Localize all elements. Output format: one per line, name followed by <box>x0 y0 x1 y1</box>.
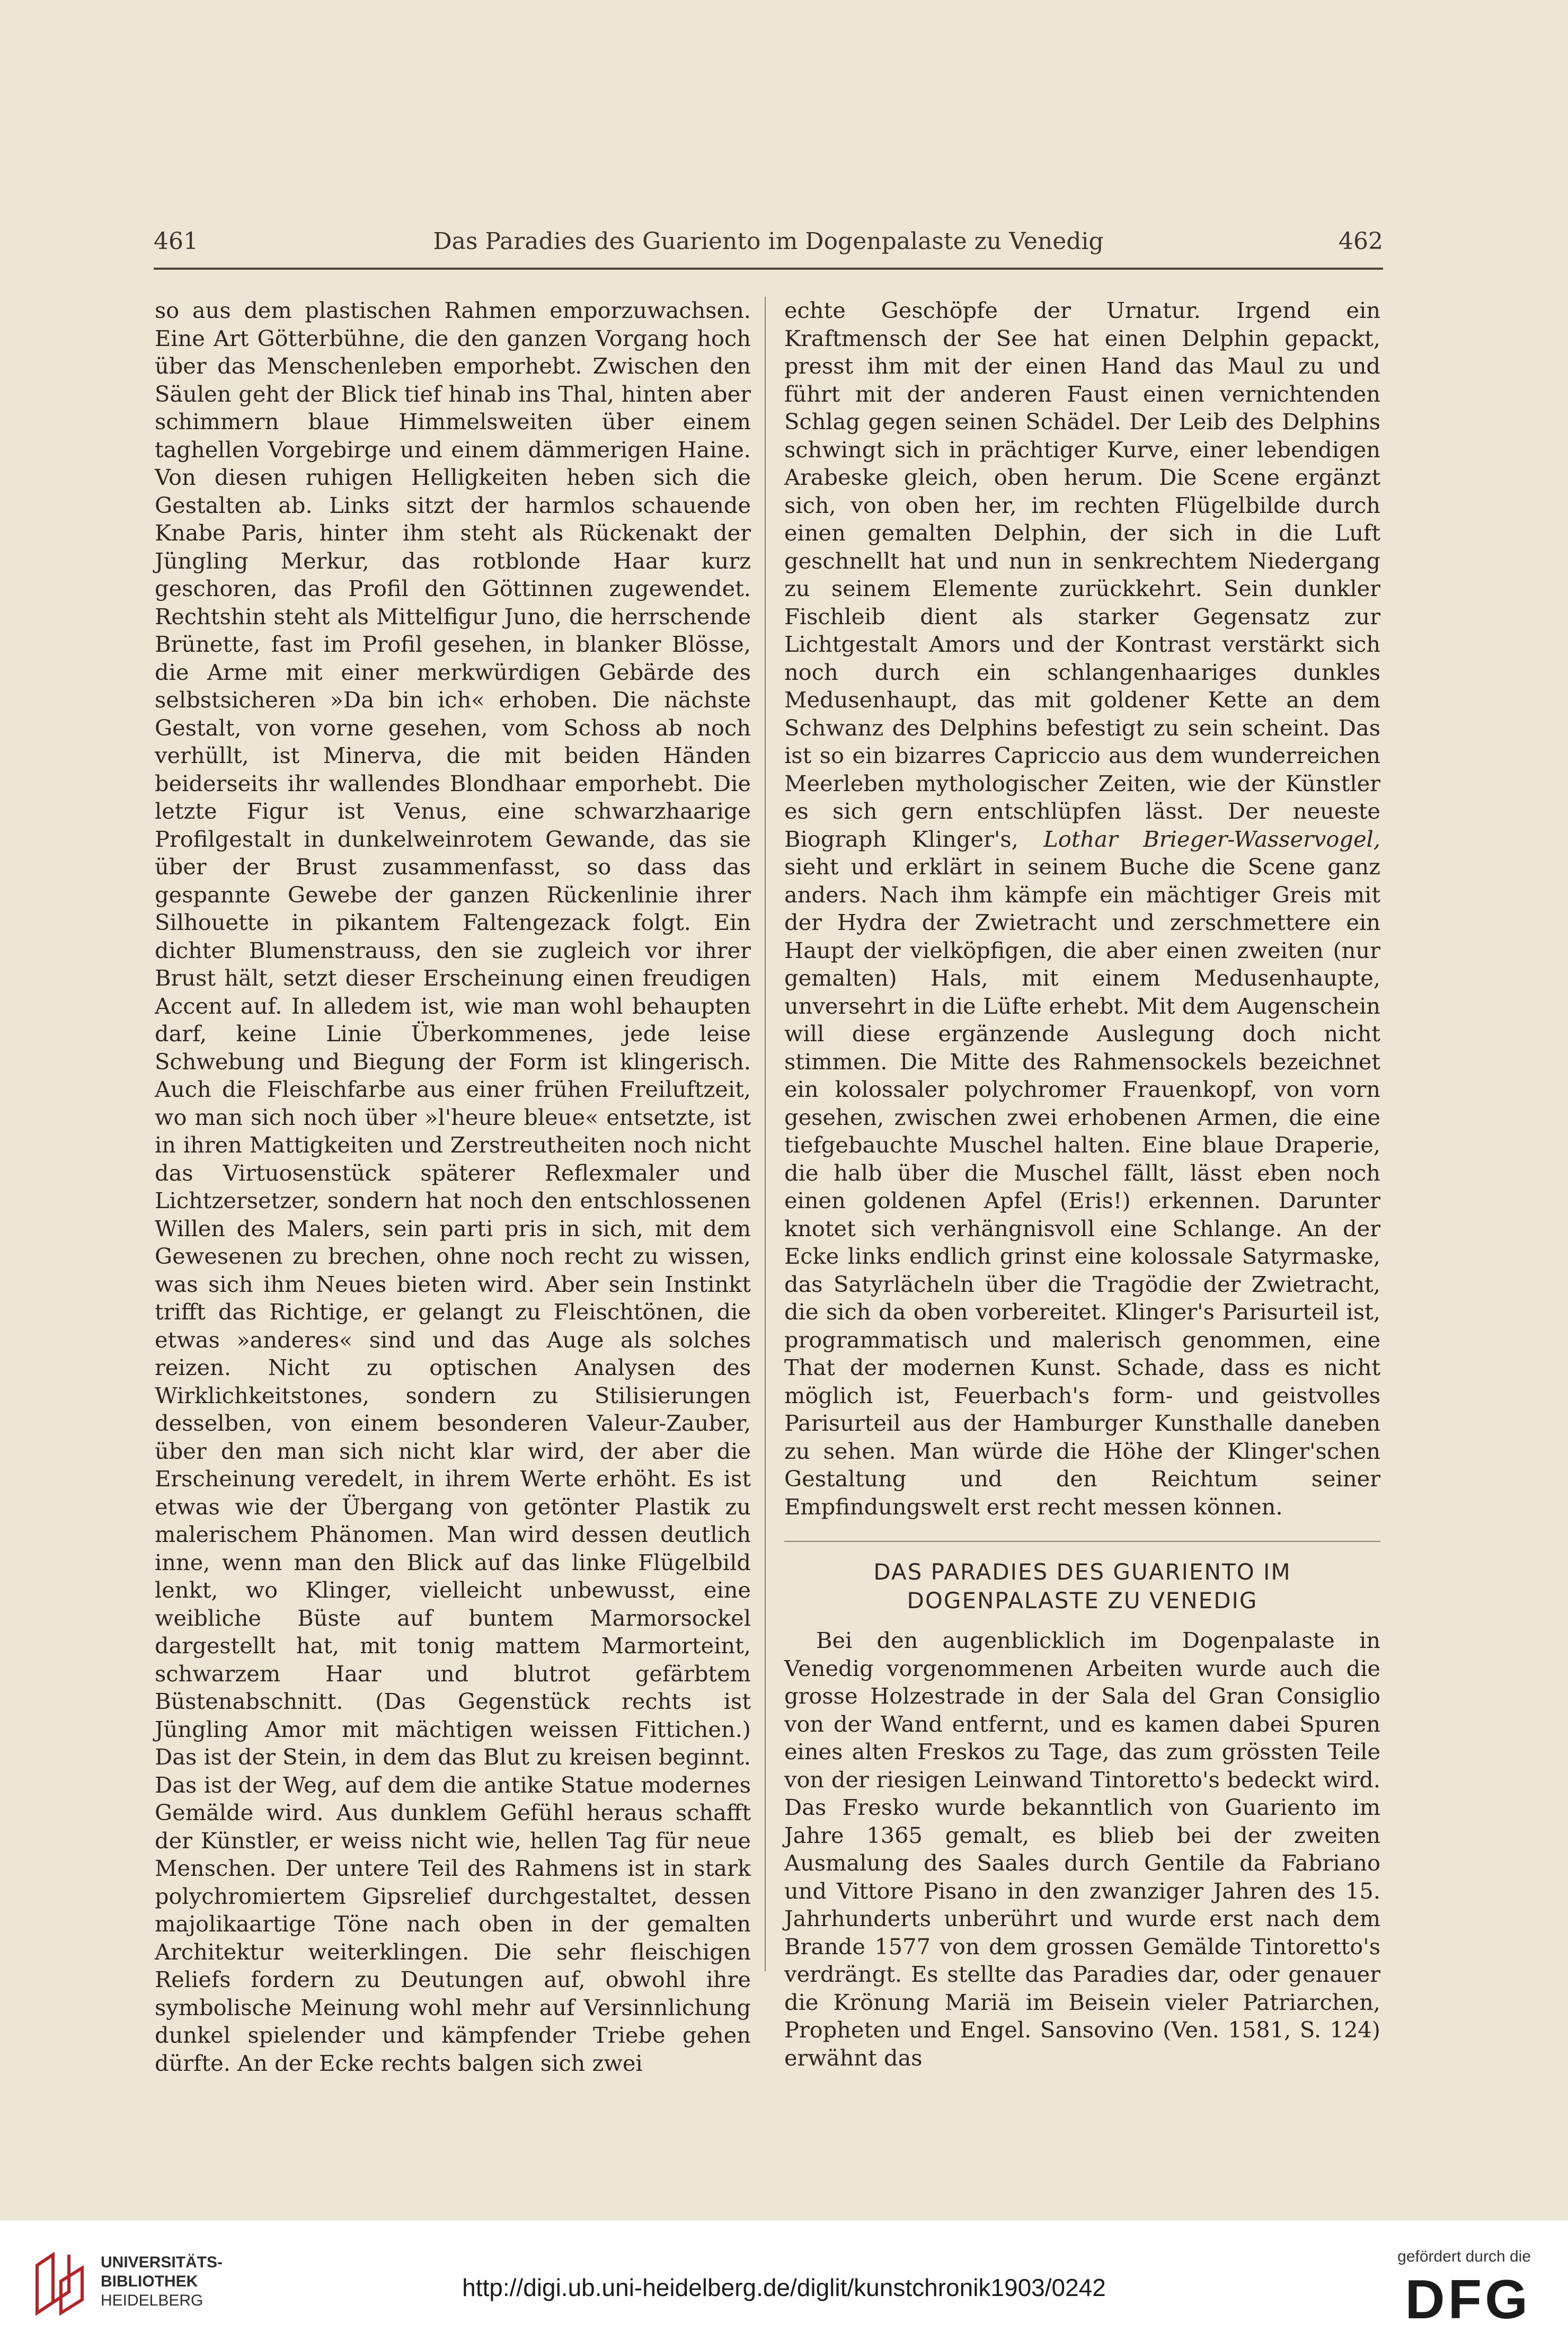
right-column-text <box>784 297 1380 1521</box>
funding-caption: gefördert durch die <box>1397 2248 1531 2265</box>
right-column <box>784 297 1380 2072</box>
book-reference: Lothar Brieger-Wasservogel, <box>1043 826 1380 852</box>
dfg-logo: DFG <box>1405 2269 1531 2330</box>
section-rule <box>784 1541 1380 1542</box>
left-column <box>155 297 751 2077</box>
library-line-3: HEIDELBERG <box>101 2292 203 2309</box>
text-after-book: sieht und erklärt in seinem Buche die Scene ganz anders. Nach ihm kämpfe ein mächtiger Greis mit der Hydra der Zwietracht und zerschmettere ein Haupt der vielköpfigen, die aber einen zweiten (nur gemalten) Hals, mit einem Medusenhaupte, unversehrt in die Lüfte erhebt. Mit dem Augenschein will diese ergänzende Auslegung doch nicht stimmen. Die Mitte des Rahmensockels bezeichnet ein kolossaler polychromer Frauenkopf, von vorn gesehen, zwischen zwei erhobenen Armen, die eine tiefgebauchte Muschel halten. Eine blaue Draperie, die halb über die Muschel fällt, lässt eben noch einen goldenen Apfel (Eris!) erkennen. Darunter knotet sich verhängnisvoll eine Schlange. An der Ecke links endlich grinst eine kolossale Satyrmaske, das Satyrlächeln über die Tragödie der Zwietracht, die sich da oben vorbereitet. Klinger's Parisurteil ist, programmatisch und malerisch genommen, eine That der modernen Kunst. Schade, dass es nicht möglich ist, Feuerbach's form- und geistvolles Parisurteil aus der Hamburger Kunsthalle daneben zu sehen. Man würde die Höhe der Klinger'schen Gestaltung und den Reichtum seiner Empfindungswelt erst recht messen können. <box>784 854 1380 1520</box>
section-text: Bei den augenblicklich im Dogenpalaste in Venedig vorgenommenen Arbeiten wurde auch die grosse Holzestrade in der Sala del Gran Consiglio von der Wand entfernt, und es kamen dabei Spuren eines alten Freskos zu Tage, das zum grössten Teile von der riesigen Leinwand Tintoretto's bedeckt wird. Das Fresko wurde bekanntlich von Guariento im Jahre 1365 gemalt, es blieb bei der zweiten Ausmalung des Saales durch Gentile da Fabriano und Vittore Pisano in den zwanziger Jahren des 15. Jahrhunderts unberührt und wurde erst nach dem Brande 1577 von dem grossen Gemälde Tintoretto's verdrängt. Es stellte das Paradies dar, oder genauer die Krönung Mariä im Beisein vieler Patriarchen, Propheten und Engel. Sansovino (Ven. 1581, S. 124) erwähnt das <box>784 1627 1380 2071</box>
page-number-right: 462 <box>1339 228 1383 255</box>
library-line-1: UNIVERSITÄTS- <box>101 2254 223 2271</box>
column-divider <box>765 297 766 1971</box>
source-url-link[interactable]: http://digi.ub.uni-heidelberg.de/diglit/kunstchronik1903/0242 <box>462 2274 1106 2301</box>
page-number-left: 461 <box>154 228 198 255</box>
library-line-2: BIBLIOTHEK <box>101 2273 198 2290</box>
running-header <box>154 223 1383 265</box>
text-before-book: echte Geschöpfe der Urnatur. Irgend ein Kraftmensch der See hat einen Delphin gepackt, presst ihm mit der einen Hand das Maul zu und führt mit der anderen Faust einen vernichtenden Schlag gegen seinen Schädel. Der Leib des Delphins schwingt sich in prächtiger Kurve, einer lebendigen Arabeske gleich, oben herum. Die Scene ergänzt sich, von oben her, im rechten Flügelbilde durch einen gemalten Delphin, der sich in die Luft geschnellt hat und nun in senkrechtem Niedergang zu seinem Elemente zurückkehrt. Sein dunkler Fischleib dient als starker Gegensatz zur Lichtgestalt Amors und der Kontrast verstärkt sich noch durch ein schlangenhaariges dunkles Medusenhaupt, das mit goldener Kette an dem Schwanz des Delphins befestigt zu sein scheint. Das ist so ein bizarres Capriccio aus dem wunderreichen Meerleben mythologischer Zeiten, wie der Künstler es sich gern entschlüpfen lässt. Der neueste Biograph Klinger's, <box>784 297 1380 852</box>
left-column-text: so aus dem plastischen Rahmen emporzuwachsen. Eine Art Götterbühne, die den ganzen Vorgang hoch über das Menschenleben emporhebt. Zwischen den Säulen geht der Blick tief hinab ins Thal, hinten aber schimmern blaue Himmelsweiten über einem taghellen Vorgebirge und einem dämmerigen Haine. Von diesen ruhigen Helligkeiten heben sich die Gestalten ab. Links sitzt der harmlos schauende Knabe Paris, hinter ihm steht als Rückenakt der Jüngling Merkur, das rotblonde Haar kurz geschoren, das Profil den Göttinnen zugewendet. Rechtshin steht als Mittelfigur Juno, die herrschende Brünette, fast im Profil gesehen, in blanker Blösse, die Arme mit einer merkwürdigen Gebärde des selbstsicheren »Da bin ich« erhoben. Die nächste Gestalt, von vorne gesehen, vom Schoss ab noch verhüllt, ist Minerva, die mit beiden Händen beiderseits ihr wallendes Blondhaar emporhebt. Die letzte Figur ist Venus, eine schwarzhaarige Profilgestalt in dunkelweinrotem Gewande, das sie über der Brust zusammenfasst, so dass das gespannte Gewebe der ganzen Rückenlinie ihrer Silhouette in pikantem Faltengezack folgt. Ein dichter Blumenstrauss, den sie zugleich vor ihrer Brust hält, setzt dieser Erscheinung einen freudigen Accent auf. In alledem ist, wie man wohl behaupten darf, keine Linie Überkommenes, jede leise Schwebung und Biegung der Form ist klingerisch. Auch die Fleischfarbe aus einer frühen Freiluftzeit, wo man sich noch über »l'heure bleue« entsetzte, ist in ihren Mattigkeiten und Zerstreutheiten noch nicht das Virtuosenstück späterer Reflexmaler und Lichtzersetzer, sondern hat noch den entschlossenen Willen des Malers, sein parti pris in sich, mit dem Gewesenen zu brechen, ohne noch recht zu wissen, was sich ihm Neues bieten wird. Aber sein Instinkt trifft das Richtige, er gelangt zu Fleischtönen, die etwas »anderes« sind und das Auge als solches reizen. Nicht zu optischen Analysen des Wirklichkeitstones, sondern zu Stilisierungen desselben, von einem besonderen Valeur-Zauber, über den man sich nicht klar wird, der aber die Erscheinung veredelt, in ihrem Werte erhöht. Es ist etwas wie der Übergang von getönter Plastik zu malerischem Phänomen. Man wird dessen deutlich inne, wenn man den Blick auf das linke Flügelbild lenkt, wo Klinger, vielleicht unbewusst, eine weibliche Büste auf buntem Marmorsockel dargestellt hat, mit tonig mattem Marmorteint, schwarzem Haar und blutrot gefärbtem Büstenabschnitt. (Das Gegenstück rechts ist Jüngling Amor mit mächtigen weissen Fittichen.) Das ist der Stein, in dem das Blut zu kreisen beginnt. Das ist der Weg, auf dem die antike Statue modernes Gemälde wird. Aus dunklem Gefühl heraus schafft der Künstler, er weiss nicht wie, hellen Tag für neue Menschen. Der untere Teil des Rahmens ist in stark polychromiertem Gipsrelief durchgestaltet, dessen majolikaartige Töne nach oben in der gemalten Architektur weiterklingen. Die sehr fleischigen Reliefs fordern zu Deutungen auf, obwohl ihre symbolische Meinung wohl mehr auf Versinnlichung dunkel spielender und kämpfender Triebe gehen dürfte. An der Ecke rechts balgen sich zwei <box>155 297 751 2076</box>
running-title: Das Paradies des Guariento im Dogenpalaste zu Venedig <box>433 228 1104 255</box>
section-title: DAS PARADIES DES GUARIENTO IM DOGENPALASTE ZU VENEDIG <box>873 1559 1291 1614</box>
footer-bar <box>0 2220 1568 2349</box>
header-rule <box>154 268 1383 270</box>
